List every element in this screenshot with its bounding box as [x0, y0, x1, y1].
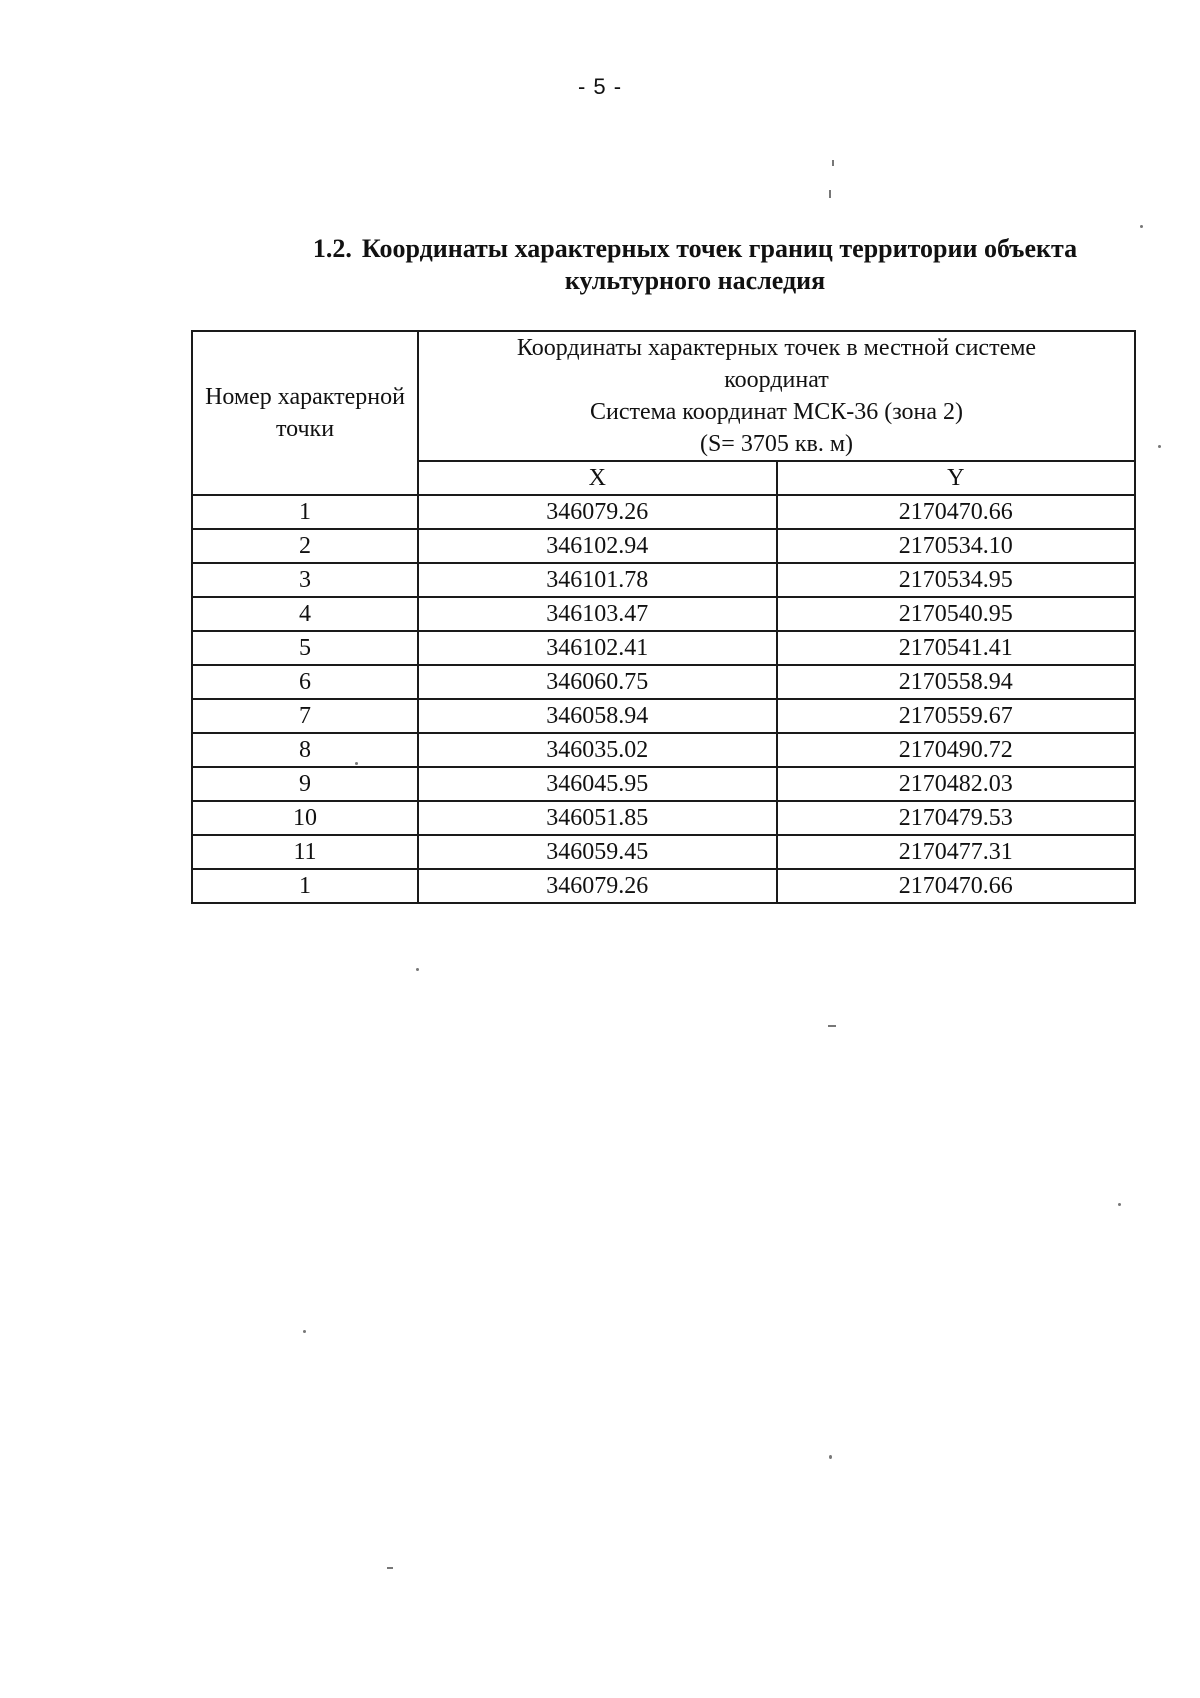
section-title-line-2: культурного наследия — [564, 266, 826, 295]
cell-point-number: 4 — [192, 597, 418, 631]
cell-y: 2170482.03 — [777, 767, 1136, 801]
table-row — [192, 597, 1135, 631]
cell-x: 346045.95 — [418, 767, 777, 801]
cell-point-number: 10 — [192, 801, 418, 835]
scan-mark — [829, 1455, 832, 1459]
scan-mark — [1158, 445, 1161, 448]
scan-mark — [829, 190, 831, 198]
cell-x: 346102.94 — [418, 529, 777, 563]
header-point-number: Номер характерной точки — [192, 331, 418, 495]
table-row — [192, 869, 1135, 903]
header-y: Y — [777, 461, 1136, 495]
table-row — [192, 733, 1135, 767]
cell-y: 2170470.66 — [777, 495, 1136, 529]
coordinates-table — [191, 330, 1136, 904]
header-coordinates-line: (S= 3705 кв. м) — [699, 431, 854, 457]
cell-point-number: 6 — [192, 665, 418, 699]
cell-y: 2170540.95 — [777, 597, 1136, 631]
cell-point-number: 1 — [192, 495, 418, 529]
cell-x: 346058.94 — [418, 699, 777, 733]
cell-point-number: 7 — [192, 699, 418, 733]
scan-mark — [832, 160, 834, 166]
cell-x: 346079.26 — [418, 495, 777, 529]
header-coordinates-line: Система координат МСК-36 (зона 2) — [589, 399, 964, 425]
table-row — [192, 699, 1135, 733]
scan-mark — [303, 1330, 306, 1333]
cell-x: 346060.75 — [418, 665, 777, 699]
page-number: - 5 - — [577, 74, 623, 99]
table-row — [192, 631, 1135, 665]
cell-x: 346059.45 — [418, 835, 777, 869]
cell-y: 2170479.53 — [777, 801, 1136, 835]
table-row — [192, 665, 1135, 699]
cell-y: 2170534.95 — [777, 563, 1136, 597]
cell-y: 2170541.41 — [777, 631, 1136, 665]
cell-point-number: 3 — [192, 563, 418, 597]
scan-mark — [1140, 225, 1143, 228]
cell-y: 2170490.72 — [777, 733, 1136, 767]
cell-point-number: 9 — [192, 767, 418, 801]
scan-mark — [355, 762, 358, 765]
table-header-row — [192, 331, 1135, 461]
cell-x: 346102.41 — [418, 631, 777, 665]
cell-x: 346103.47 — [418, 597, 777, 631]
cell-x: 346035.02 — [418, 733, 777, 767]
cell-y: 2170470.66 — [777, 869, 1136, 903]
cell-y: 2170558.94 — [777, 665, 1136, 699]
cell-point-number: 8 — [192, 733, 418, 767]
table-row — [192, 835, 1135, 869]
header-coordinates-line: Координаты характерных точек в местной системе — [516, 335, 1037, 361]
scan-mark — [1118, 1203, 1121, 1206]
scan-mark — [828, 1025, 836, 1027]
scan-mark — [387, 1567, 393, 1569]
section-number: 1.2. — [312, 234, 352, 263]
cell-y: 2170534.10 — [777, 529, 1136, 563]
section-title-line-1 — [240, 233, 1150, 265]
table-row — [192, 767, 1135, 801]
scan-mark — [416, 968, 419, 971]
cell-y: 2170477.31 — [777, 835, 1136, 869]
table-row — [192, 529, 1135, 563]
table-row — [192, 495, 1135, 529]
cell-x: 346051.85 — [418, 801, 777, 835]
cell-point-number: 2 — [192, 529, 418, 563]
cell-x: 346079.26 — [418, 869, 777, 903]
header-x: X — [418, 461, 777, 495]
section-title-text-1: Координаты характерных точек границ территории объекта — [361, 234, 1078, 263]
header-coordinates-line: координат — [724, 367, 829, 393]
cell-point-number: 1 — [192, 869, 418, 903]
table-row — [192, 563, 1135, 597]
cell-x: 346101.78 — [418, 563, 777, 597]
cell-point-number: 11 — [192, 835, 418, 869]
cell-point-number: 5 — [192, 631, 418, 665]
cell-y: 2170559.67 — [777, 699, 1136, 733]
table-row — [192, 801, 1135, 835]
section-title — [240, 233, 1150, 297]
header-coordinates — [418, 331, 1135, 461]
